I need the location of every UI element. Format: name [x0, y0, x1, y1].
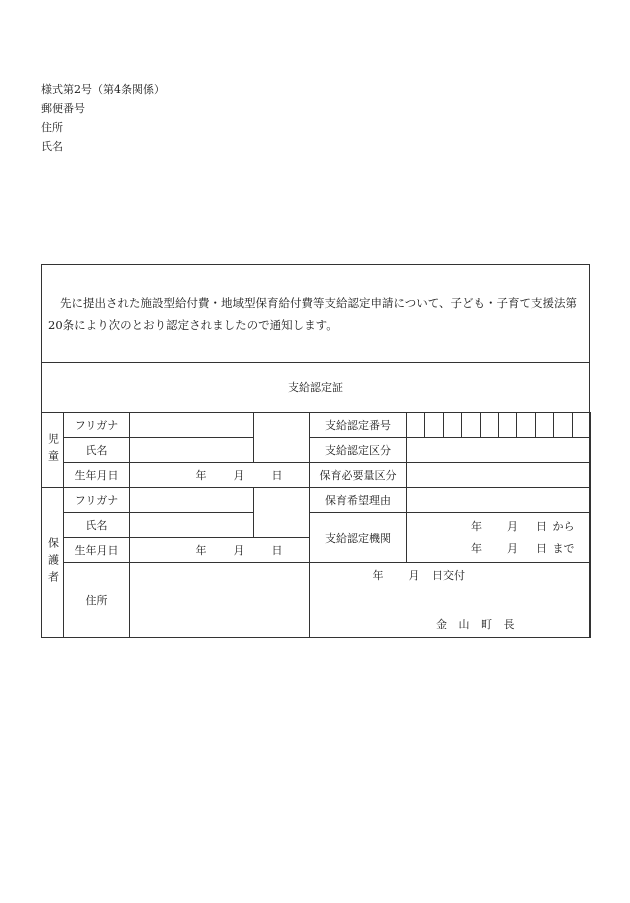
- issue-date: [360, 567, 465, 583]
- guardian-furigana-field[interactable]: [130, 488, 254, 513]
- period-from-row: [443, 516, 590, 538]
- guardian-birth-year: 年: [195, 544, 207, 557]
- period-to-suffix: まで: [552, 541, 575, 555]
- certificate-table: [41, 412, 591, 638]
- guardian-address-field[interactable]: [130, 563, 310, 638]
- issue-year: 年: [372, 569, 384, 582]
- period-to-year: 年: [471, 541, 482, 555]
- guardian-extra-cell: [254, 488, 310, 538]
- child-furigana-label: フリガナ: [64, 413, 130, 438]
- guardian-birth-month: 月: [233, 544, 245, 557]
- reason-label: 保育希望理由: [310, 488, 407, 513]
- address-label: 住所: [41, 121, 63, 134]
- child-birth-year: 年: [195, 469, 207, 482]
- period-to-month: 月: [507, 541, 518, 555]
- child-furigana-field[interactable]: [130, 413, 254, 438]
- care-need-field[interactable]: [407, 463, 591, 488]
- child-birth-label: 生年月日: [64, 463, 130, 488]
- period-from-day: 日: [536, 519, 547, 533]
- guardian-name-field[interactable]: [130, 513, 254, 538]
- child-name-field[interactable]: [130, 438, 254, 463]
- guardian-birth-day: 日: [271, 544, 283, 557]
- form-number: 様式第2号（第4条関係）: [41, 83, 165, 96]
- guardian-address-label: 住所: [64, 563, 130, 638]
- guardian-furigana-label: フリガナ: [64, 488, 130, 513]
- reason-field[interactable]: [407, 488, 591, 513]
- cert-number-label: 支給認定番号: [310, 413, 407, 438]
- certificate-title: 支給認定証: [42, 363, 589, 413]
- issuer-mayor: 金 山 町 長: [436, 618, 519, 631]
- guardian-birth-field[interactable]: [130, 538, 310, 563]
- child-birth-month: 月: [233, 469, 245, 482]
- issue-month: 月: [408, 569, 420, 582]
- guardian-name-label: 氏名: [64, 513, 130, 538]
- child-extra-cell: [254, 413, 310, 463]
- period-from-suffix: から: [552, 519, 575, 533]
- notice-text: [42, 265, 589, 363]
- period-to-row: [443, 538, 590, 560]
- care-need-label: 保育必要量区分: [310, 463, 407, 488]
- cert-category-label: 支給認定区分: [310, 438, 407, 463]
- cert-category-field[interactable]: [407, 438, 591, 463]
- cert-number-boxes[interactable]: [407, 413, 591, 438]
- issue-day-label: 日交付: [432, 569, 465, 582]
- guardian-birth-label: 生年月日: [64, 538, 130, 563]
- child-name-label: 氏名: [64, 438, 130, 463]
- issue-cell: [310, 563, 591, 638]
- postal-code-label: 郵便番号: [41, 102, 85, 115]
- child-section-label: 児童: [42, 413, 64, 488]
- period-from-year: 年: [471, 519, 482, 533]
- certificate-form: [41, 264, 590, 638]
- period-label: 支給認定機関: [310, 513, 407, 563]
- addressee-block: [41, 80, 165, 156]
- name-label: 氏名: [41, 140, 63, 153]
- child-birth-day: 日: [271, 469, 283, 482]
- notice-line-1: 先に提出された施設型給付費・地域型保育給付費等支給認定申請について、子ども・子育て支援法第: [60, 296, 578, 310]
- period-field[interactable]: [407, 513, 591, 563]
- guardian-section-label: 保護者: [42, 488, 64, 638]
- child-birth-field[interactable]: [130, 463, 310, 488]
- notice-line-2: 20条により次のとおり認定されましたので通知します。: [48, 318, 338, 332]
- period-from-month: 月: [507, 519, 518, 533]
- period-to-day: 日: [536, 541, 547, 555]
